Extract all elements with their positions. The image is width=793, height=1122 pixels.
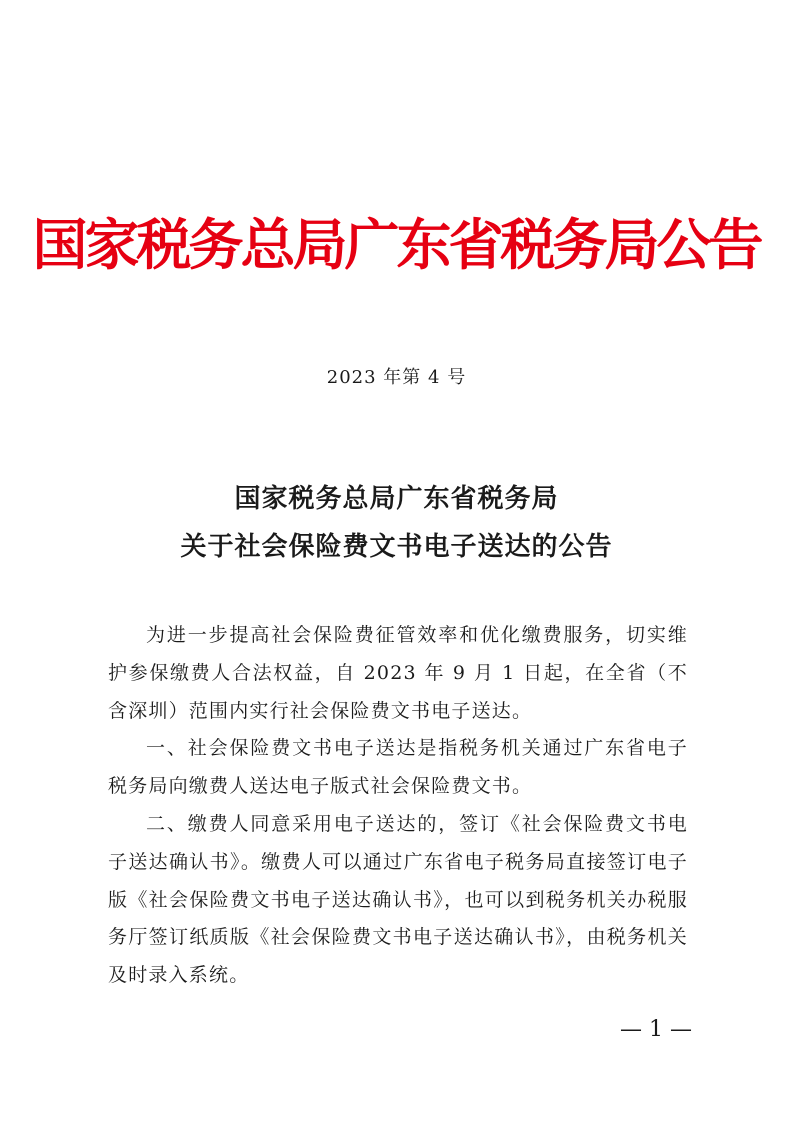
issuer-header-title: 国家税务总局广东省税务局公告	[32, 213, 761, 277]
title-line-1: 国家税务总局广东省税务局	[234, 484, 559, 514]
document-body	[108, 617, 688, 995]
document-number: 2023 年第 4 号	[326, 367, 467, 388]
title-line-2: 关于社会保险费文书电子送达的公告	[180, 532, 613, 562]
page-number: — 1 —	[620, 1017, 692, 1042]
body-paragraph-intro: 为进一步提高社会保险费征管效率和优化缴费服务，切实维护参保缴费人合法权益，自 2023 年 9 月 1 日起，在全省（不含深圳）范围内实行社会保险费文书电子送达。	[108, 624, 688, 722]
body-paragraph-1: 一、社会保险费文书电子送达是指税务机关通过广东省电子税务局向缴费人送达电子版式社会保险费文书。	[108, 737, 688, 798]
body-paragraph-2: 二、缴费人同意采用电子送达的，签订《社会保险费文书电子送达确认书》。缴费人可以通过广东省电子税务局直接签订电子版《社会保险费文书电子送达确认书》，也可以到税务机关办税服务厅签订纸质版《社会保险费文书电子送达确认书》，由税务机关及时录入系统。	[108, 812, 688, 987]
document-title	[0, 475, 793, 571]
